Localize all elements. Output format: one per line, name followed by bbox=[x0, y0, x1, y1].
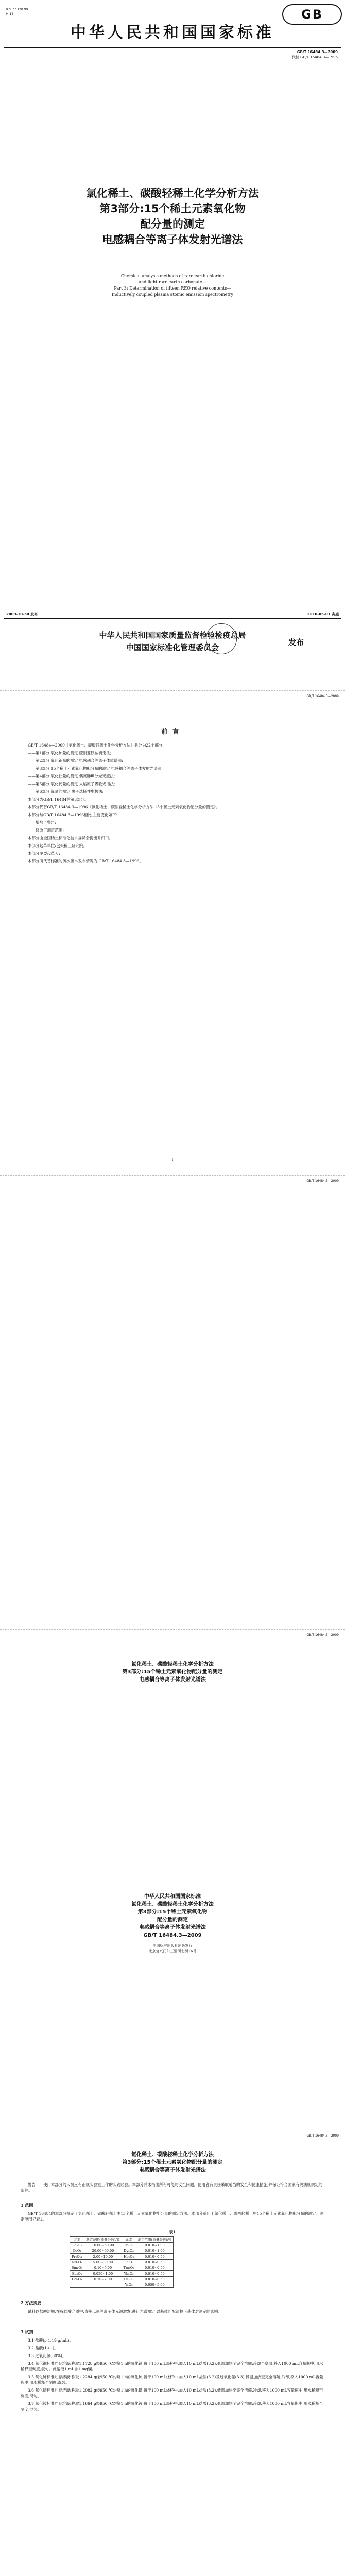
table-cell: 5.00~30.00 bbox=[84, 2260, 122, 2265]
foreword-paragraph: ——第6部分:氟量的测定 离子选择性电极法; bbox=[28, 789, 104, 794]
section-1-body bbox=[21, 2211, 324, 2224]
imprint-line: 中国标准出版社出版发行 bbox=[152, 1944, 193, 1948]
imprint-block bbox=[62, 1893, 283, 1954]
foreword-paragraph: 本部分由全国稀土标准化技术委员会提出并归口。 bbox=[28, 836, 113, 840]
table-cell: CeO₂ bbox=[70, 2248, 84, 2254]
gb-logo bbox=[282, 4, 342, 25]
main-title-line: 电感耦合等离子体发射光谱法 bbox=[139, 2167, 206, 2173]
table-cell: Pr₆O₁₁ bbox=[70, 2254, 84, 2260]
table-cell: 10.00~50.00 bbox=[84, 2243, 122, 2248]
title-page-heading bbox=[62, 1660, 283, 1684]
table-row bbox=[70, 2248, 174, 2254]
warning-text bbox=[21, 2182, 324, 2195]
foreword-body bbox=[21, 742, 324, 866]
table-cell: Yb₂O₃ bbox=[122, 2271, 136, 2277]
table-cell: 0.050~1.00 bbox=[84, 2271, 122, 2277]
page-id: GB/T 16484.3—2009 bbox=[306, 2134, 339, 2138]
table-header-cell: 测定范围(质量分数)/% bbox=[84, 2237, 122, 2243]
en-title-line-2: and light rare earth carbonate— bbox=[139, 280, 206, 284]
document-title bbox=[21, 185, 324, 247]
title-line-1: 氯化稀土、碳酸轻稀土化学分析方法 bbox=[86, 187, 259, 199]
issue-date: 2009-10-30 发布 bbox=[6, 612, 38, 616]
table-cell: 0.050~5.00 bbox=[136, 2282, 173, 2288]
table-row bbox=[70, 2254, 174, 2260]
foreword-paragraph: ——第4部分:氧化钍量的测定 偶氮胂Ⅲ分光光度法; bbox=[28, 774, 115, 778]
national-standard-title: 中华人民共和国国家标准 bbox=[71, 24, 274, 42]
standard-number: GB/T 16484.3—2009 bbox=[297, 50, 338, 54]
reagent-item: 3.7 氧化钕标准贮存溶液:称取1.1664 g经950 ℃灼烧1 h的氧化钕,置于100 mL烧杯中,加入10 mL盐酸(3.2),低温加热至完全溶解,冷却,移入1000 mL容量瓶中,用水稀释至刻度,混匀。 bbox=[21, 2401, 323, 2412]
table-cell: 2.00~10.00 bbox=[84, 2254, 122, 2260]
foreword-paragraph: ——第1部分:氧化铈量的测定 硫酸亚铁铵滴定法; bbox=[28, 751, 112, 755]
ics-code: ICS 77.120.99 bbox=[6, 8, 28, 11]
main-title-line: 第3部分:15个稀土元素氧化物配分量的测定 bbox=[122, 2160, 223, 2165]
imprint-line: 第3部分:15个稀土元素氧化物 bbox=[137, 1909, 208, 1915]
issuer-1: 中华人民共和国国家质量监督检验检疫总局 bbox=[99, 631, 246, 640]
english-title bbox=[31, 273, 314, 298]
cover-rule-top bbox=[4, 47, 341, 48]
imprint-line: 中华人民共和国国家标准 bbox=[144, 1894, 201, 1900]
section-1-heading: 1 范围 bbox=[21, 2202, 33, 2208]
reagent-item: 3.2 盐酸(1+1)。 bbox=[28, 2346, 58, 2350]
table-cell: Gd₂O₃ bbox=[70, 2277, 84, 2282]
cover-rule-bottom bbox=[4, 618, 341, 619]
table-row bbox=[70, 2243, 174, 2248]
title-line-3: 配分量的测定 bbox=[140, 218, 205, 230]
section-2-body bbox=[21, 2309, 324, 2316]
section-3-body bbox=[21, 2337, 324, 2414]
page-number: Ⅰ bbox=[171, 1158, 174, 1162]
imprint-page bbox=[0, 1872, 345, 2130]
foreword-paragraph: 本部分为GB/T 16484的第3部分。 bbox=[28, 797, 89, 802]
table-cell: 0.010~0.50 bbox=[136, 2265, 173, 2271]
issue-word: 发布 bbox=[288, 638, 304, 647]
issuer-2: 中国国家标准化管理委员会 bbox=[126, 643, 219, 652]
cover-page bbox=[0, 0, 345, 690]
table-cell: 0.010~1.00 bbox=[136, 2243, 173, 2248]
en-title-line-4: Inductively coupled plasma atomic emission spectrometry bbox=[112, 292, 233, 297]
gb-logo-text: GB bbox=[301, 7, 323, 22]
imprint-line: 配分量的测定 bbox=[157, 1917, 188, 1923]
table-cell: 0.10~2.00 bbox=[84, 2277, 122, 2282]
blank-page bbox=[0, 1175, 345, 1629]
section-2-heading: 2 方法提要 bbox=[21, 2300, 42, 2306]
table-row bbox=[70, 2271, 174, 2277]
implementation-date: 2010-05-01 实施 bbox=[307, 612, 339, 616]
foreword-paragraph: ——修改了测定范围; bbox=[28, 828, 64, 833]
table-cell: 0.010~0.50 bbox=[136, 2254, 173, 2260]
imprint-line: 北京复兴门外三里河北街16号 bbox=[148, 1949, 197, 1953]
table-cell bbox=[70, 2282, 84, 2288]
page-id: GB/T 16484.3—2009 bbox=[306, 1633, 339, 1637]
foreword-paragraph: 本部分主要起草人: bbox=[28, 851, 60, 856]
foreword-paragraph: ——增加了警告; bbox=[28, 820, 57, 825]
ccs-code: H 14 bbox=[6, 12, 14, 16]
warning-paragraph: 警告——使用本部分的人员应有正规实验室工作的实践经验。本部分并未指出所有可能的安全问题。使用者有责任采取适当的安全和健康措施,并保证符合国家有关法规规定的条件。 bbox=[21, 2182, 323, 2193]
foreword-paragraph: ——第5部分:氧化钙量的测定 火焰原子吸收光谱法; bbox=[28, 782, 115, 786]
title-page-line: 第3部分:15个稀土元素氧化物配分量的测定 bbox=[122, 1669, 223, 1675]
table-cell bbox=[84, 2282, 122, 2288]
table-header-row bbox=[70, 2237, 174, 2243]
foreword-paragraph: 本部分代替GB/T 16484.3—1996《氯化稀土、碳酸轻稀土化学分析方法 15个稀土元素氧化物配分量的测定》。 bbox=[28, 805, 220, 809]
title-page bbox=[0, 1629, 345, 1872]
replaces-note: 代替 GB/T 16484.3—1996 bbox=[291, 55, 338, 59]
en-title-line-1: Chemical analysis methods of rare earth chloride bbox=[120, 274, 225, 278]
main-page-1 bbox=[0, 2130, 345, 2576]
imprint-line: 氯化稀土、碳酸轻稀土化学分析方法 bbox=[131, 1902, 214, 1907]
reagent-item: 3.1 盐酸(ρ 1.19 g/mL)。 bbox=[28, 2338, 73, 2343]
reagent-item: 3.4 氧化镧标准贮存溶液:称取1.1728 g经950 ℃灼烧1 h的氧化镧,置于100 mL烧杯中,加入10 mL盐酸(3.2),低温加热至完全溶解,冷却至室温,移入1000 mL容量瓶中,用水稀释至刻度,混匀。此溶液1 mL含1 mg镧。 bbox=[21, 2361, 323, 2371]
foreword-paragraph: GB/T 16484—2009《氯化稀土、碳酸轻稀土化学分析方法》共分为22个部分: bbox=[28, 743, 164, 748]
foreword-paragraph: 本部分与GB/T 16484.3—1996相比,主要变化如下: bbox=[28, 812, 117, 817]
table-row bbox=[70, 2277, 174, 2282]
imprint-line: 电感耦合等离子体发射光谱法 bbox=[139, 1925, 206, 1930]
table-cell: 20.00~60.00 bbox=[84, 2248, 122, 2254]
section-3-heading: 3 试剂 bbox=[21, 2329, 33, 2334]
table-cell: Eu₂O₃ bbox=[70, 2271, 84, 2277]
standard-number-block bbox=[245, 49, 338, 60]
foreword-page bbox=[0, 690, 345, 1175]
foreword-paragraph: 本部分所代替标准的历次版本发布情况为:GB/T 16484.3—1996。 bbox=[28, 859, 144, 863]
table-cell: Tb₄O₇ bbox=[122, 2243, 136, 2248]
range-table bbox=[70, 2236, 174, 2288]
foreword-paragraph: ——第3部分:15个稀土元素氧化物配分量的测定 电感耦合等离子体发射光谱法; bbox=[28, 766, 163, 771]
table-cell: Ho₂O₃ bbox=[122, 2254, 136, 2260]
table-cell: 0.010~1.00 bbox=[136, 2248, 173, 2254]
table-cell: Lu₂O₃ bbox=[122, 2277, 136, 2282]
table-cell: Sm₂O₃ bbox=[70, 2265, 84, 2271]
page-id: GB/T 16484.3—2009 bbox=[306, 694, 339, 698]
ics-code-block bbox=[6, 7, 109, 16]
main-title bbox=[62, 2151, 283, 2174]
foreword-title: 前言 bbox=[161, 728, 184, 735]
table-row bbox=[70, 2282, 174, 2288]
table-row bbox=[70, 2260, 174, 2265]
main-title-line: 氯化稀土、碳酸轻稀土化学分析方法 bbox=[131, 2152, 214, 2158]
reagent-item: 3.6 氧化镨标准贮存溶液:称取1.2082 g经950 ℃灼烧1 h的氧化镨,置于100 mL烧杯中,加入10 mL盐酸(3.2),低温加热至完全溶解,冷却,移入1000 mL容量瓶中,用水稀释至刻度,混匀。 bbox=[21, 2388, 323, 2398]
en-title-line-3: Part 3: Determination of fifteen REO relative contents— bbox=[114, 286, 231, 291]
table-cell: 0.010~0.50 bbox=[136, 2260, 173, 2265]
section-1-text: GB/T 16484的本部分规定了氯化稀土、碳酸轻稀土中15个稀土元素氧化物配分量的测定方法。本部分适用于氯化稀土、碳酸轻稀土中15个稀土元素氧化物配分量的测定。测定范围见表1。 bbox=[21, 2211, 324, 2222]
table-1 bbox=[70, 2236, 174, 2288]
table-cell: La₂O₃ bbox=[70, 2243, 84, 2248]
table-cell: Y₂O₃ bbox=[122, 2282, 136, 2288]
table-cell: Tm₂O₃ bbox=[122, 2265, 136, 2271]
reagent-item: 3.5 氧化铈标准贮存溶液:称取1.2284 g经950 ℃灼烧1 h的氧化铈,置于100 mL烧杯中,加入10 mL盐酸(3.2)及过氧化氢(3.3),低温加热至完全溶解,冷却,移入1000 mL容量瓶中,用水稀释至刻度,混匀。 bbox=[21, 2375, 323, 2385]
table-row bbox=[70, 2265, 174, 2271]
title-line-2: 第3部分:15个稀土元素氧化物 bbox=[99, 202, 246, 215]
foreword-paragraph: 本部分起草单位:包头稀土研究院。 bbox=[28, 843, 88, 848]
title-page-line: 氯化稀土、碳酸轻稀土化学分析方法 bbox=[131, 1662, 214, 1667]
title-page-line: 电感耦合等离子体发射光谱法 bbox=[139, 1677, 206, 1683]
reagent-item: 3.3 过氧化氢(30%)。 bbox=[28, 2353, 66, 2358]
table-header-cell: 测定范围(质量分数)/% bbox=[136, 2237, 173, 2243]
table-cell: Dy₂O₃ bbox=[122, 2248, 136, 2254]
page-id: GB/T 16484.3—2009 bbox=[306, 1179, 339, 1183]
section-2-text: 试料以盐酸溶解,在稀盐酸介质中,直接以氩等离子体光源激发,进行光谱测定,以基体匹配法校正基体对测定的影响。 bbox=[28, 2309, 222, 2314]
table-cell: 0.010~0.50 bbox=[136, 2277, 173, 2282]
table-1-caption: 表1 bbox=[169, 2230, 176, 2234]
imprint-line: GB/T 16484.3—2009 bbox=[143, 1933, 202, 1938]
table-cell: 0.10~5.00 bbox=[84, 2265, 122, 2271]
table-header-cell: 元素 bbox=[70, 2237, 84, 2243]
table-cell: Er₂O₃ bbox=[122, 2260, 136, 2265]
table-cell: 0.010~0.50 bbox=[136, 2271, 173, 2277]
foreword-paragraph: ——第2部分:氧化铕量的测定 电感耦合等离子体质谱法; bbox=[28, 758, 123, 763]
title-line-4: 电感耦合等离子体发射光谱法 bbox=[102, 233, 243, 246]
table-header-cell: 元素 bbox=[122, 2237, 136, 2243]
table-cell: Nd₂O₃ bbox=[70, 2260, 84, 2265]
